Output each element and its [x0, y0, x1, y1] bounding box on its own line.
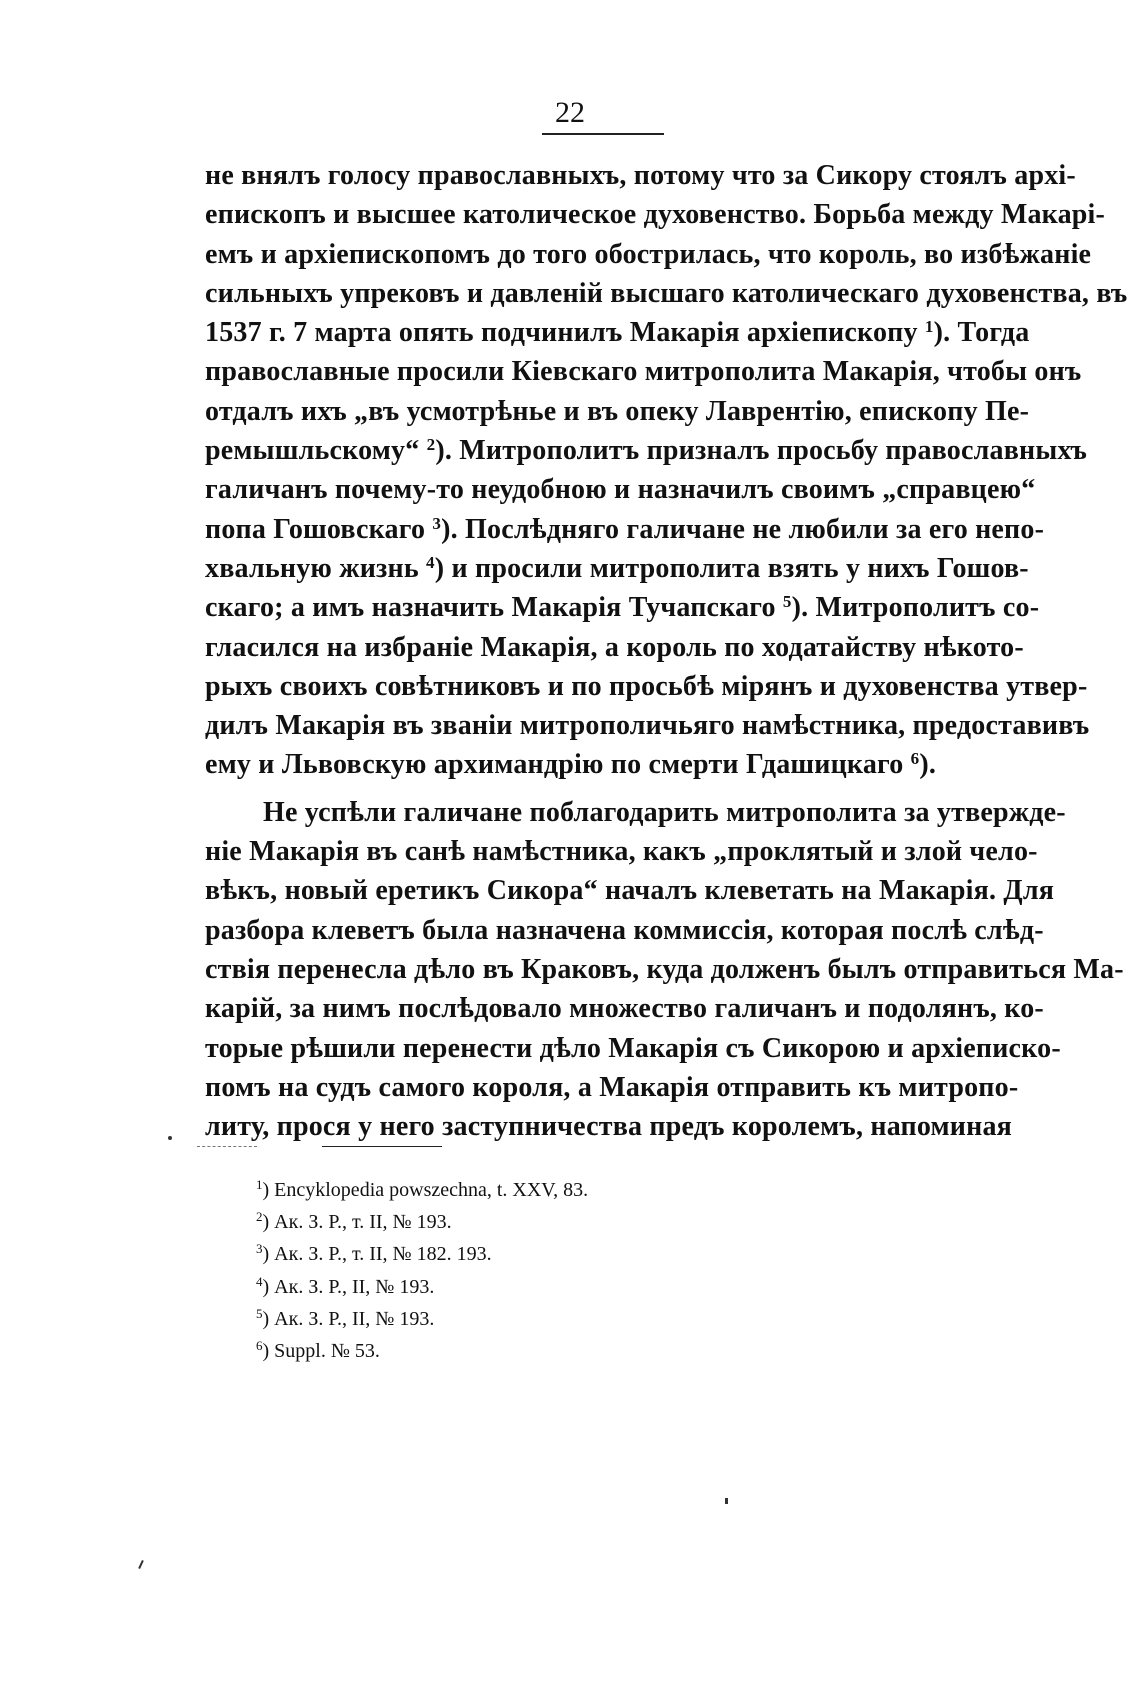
- text-line: Не успѣли галичане поблагодарить митрополита за утвержде-: [263, 796, 1066, 828]
- footnote-mark: 5: [782, 592, 792, 612]
- footnote-mark: 3: [432, 513, 442, 533]
- footnote-text: ) Ак. З. Р., т. II, № 193.: [262, 1211, 452, 1234]
- text-line: отдалъ ихъ „въ усмотрѣнье и въ опеку Лаврентію, епископу Пе-: [205, 395, 1030, 427]
- text-segment: ). Тогда: [933, 317, 1030, 349]
- text-line: сильныхъ упрековъ и давленій высшаго католическаго духовенства, въ: [205, 277, 1128, 309]
- footnote-item: [256, 1238, 856, 1270]
- footnote-mark: 2: [426, 435, 436, 455]
- text-line: ніе Макарія въ санѣ намѣстника, какъ „проклятый и злой чело-: [205, 836, 1038, 868]
- text-segment: 1537 г. 7 марта опять подчинилъ Макарія архіепископу: [205, 317, 918, 349]
- text-line: торые рѣшили перенести дѣло Макарія съ Сикорою и архіеписко-: [205, 1032, 1061, 1064]
- footnote-number: 3: [256, 1241, 263, 1257]
- footnote-item: [256, 1271, 856, 1303]
- text-line: не внялъ голосу православныхъ, потому что за Сикору стоялъ архі-: [205, 160, 1076, 191]
- footnote-rule: [322, 1146, 442, 1147]
- text-line: [205, 549, 1029, 588]
- text-line: карій, за нимъ послѣдовало множество галичанъ и подолянъ, ко-: [205, 993, 1044, 1025]
- footnote-text: ) Ак. З. Р., II, № 193.: [262, 1307, 435, 1330]
- footnote-text: ) Suppl. № 53.: [262, 1340, 380, 1363]
- text-segment: скаго; а имъ назначить Макарія Тучапскаго: [205, 592, 776, 624]
- text-line: галичанъ почему-то неудобною и назначилъ своимъ „справцею“: [205, 474, 1036, 506]
- print-speck: [168, 1136, 172, 1140]
- text-segment: ). Митрополитъ со-: [791, 592, 1040, 624]
- footnote-mark: 4: [426, 552, 435, 572]
- text-line: рыхъ своихъ совѣтниковъ и по просьбѣ мірянъ и духовенства утвер-: [205, 670, 1088, 702]
- text-segment: ему и Львовскую архимандрію по смерти Гдашицкаго: [205, 749, 904, 781]
- footnote-text: ) Ак. З. Р., т. II, № 182. 193.: [262, 1243, 492, 1266]
- footnote-item: [256, 1335, 856, 1367]
- text-segment: ). Послѣдняго галичане не любили за его непо-: [441, 513, 1045, 545]
- text-segment: ремышльскому“: [205, 435, 420, 467]
- text-line: емъ и архіепископомъ до того обострилась, что король, во избѣжаніе: [205, 238, 1092, 270]
- footnote-mark: 6: [910, 749, 920, 769]
- text-line: вѣкъ, новый еретикъ Сикора“ началъ клеветать на Макарія. Для: [205, 875, 1055, 907]
- text-line: епископъ и высшее католическое духовенство. Борьба между Макарі-: [205, 199, 1106, 231]
- footnote-number: 2: [256, 1209, 263, 1225]
- page-number: 22: [555, 96, 585, 129]
- text-line: гласился на избраніе Макарія, а король по ходатайству нѣкото-: [205, 631, 1024, 663]
- text-line: [205, 745, 1005, 784]
- print-speck: [138, 1560, 144, 1569]
- text-segment: ) и просили митрополита взять у нихъ Гошов-: [434, 552, 1029, 584]
- footnote-number: 6: [256, 1338, 263, 1354]
- footnote-item: [256, 1206, 856, 1238]
- text-segment: ). Митрополитъ призналъ просьбу православныхъ: [435, 435, 1088, 467]
- footnotes: [256, 1174, 856, 1367]
- text-line: дилъ Макарія въ званіи митрополичьяго намѣстника, предоставивъ: [205, 710, 1090, 742]
- text-line: ствія перенесла дѣло въ Краковъ, куда долженъ былъ отправиться Ма-: [205, 953, 1124, 985]
- footnote-number: 5: [256, 1305, 263, 1321]
- print-speck: [725, 1498, 728, 1504]
- text-line: православные просили Кіевскаго митрополита Макарія, чтобы онъ: [205, 356, 1082, 388]
- text-line: [205, 313, 1030, 352]
- footnote-number: 1: [256, 1177, 263, 1192]
- footnote-number: 4: [256, 1273, 263, 1289]
- footnote-mark: 1: [924, 317, 934, 337]
- text-line: [205, 588, 1040, 627]
- text-segment: ).: [919, 749, 937, 781]
- body-text: [205, 156, 1128, 1146]
- text-line: помъ на судъ самого короля, а Макарія отправить къ митропо-: [205, 1071, 1019, 1103]
- footnote-item: [256, 1174, 856, 1206]
- footnote-rule: [197, 1146, 257, 1147]
- text-segment: хвальную жизнь: [205, 552, 419, 584]
- paragraph-gap: [205, 785, 1005, 793]
- text-line: [205, 431, 1088, 470]
- footnote-item: [256, 1303, 856, 1335]
- footnote-text: ) Encyklopedia powszechna, t. XXV, 83.: [262, 1179, 589, 1201]
- text-segment: попа Гошовскаго: [205, 513, 426, 545]
- text-line: [205, 510, 1045, 549]
- page-number-rule: [542, 133, 664, 135]
- footnote-text: ) Ак. З. Р., II, № 193.: [262, 1275, 435, 1298]
- text-line: литу, прося у него заступничества предъ королемъ, напоминая: [205, 1111, 1013, 1143]
- text-line: разбора клеветъ была назначена коммиссія, которая послѣ слѣд-: [205, 914, 1044, 946]
